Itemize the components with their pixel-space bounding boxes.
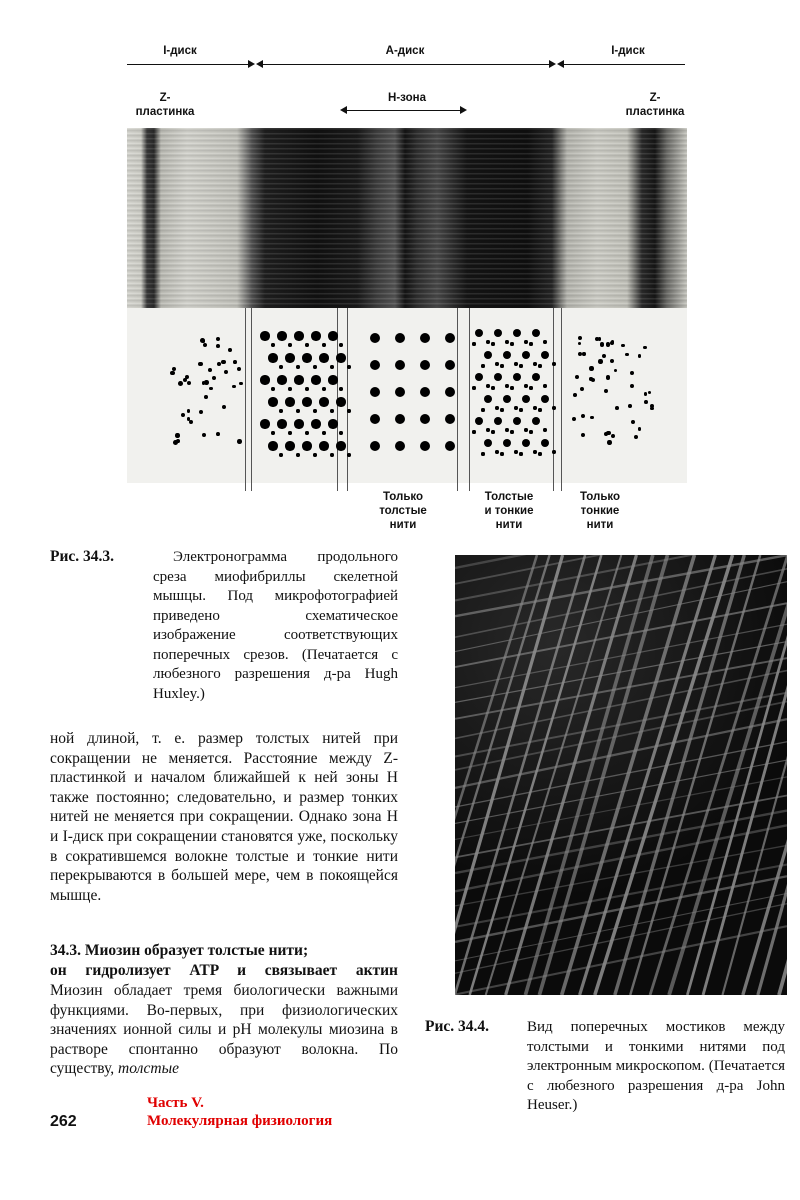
thin-filament-dot [625,353,629,357]
thin-filament-dot [228,348,232,352]
thin-filament-dot [181,413,185,417]
thick-filament-dot [532,417,541,426]
thin-filament-dot [185,375,189,379]
cross-bridge-line [455,893,787,960]
thin-filament-dot [495,362,498,365]
thin-filament-dot [224,370,228,374]
thin-filament-dot [322,387,325,390]
section-separator [457,308,458,491]
section-heading-line-2: он гидролизует ATP и связывает актин [50,962,398,979]
thick-filament-dot [302,397,311,406]
thin-filament-dot [581,414,585,418]
thick-filament-dot [522,351,531,360]
cross-bridge-line [455,825,787,891]
thin-filament-dot [204,395,208,399]
figure-number-34-4: Рис. 34.4. [425,1018,490,1035]
section-separator [251,308,252,491]
thin-filament-dot [216,432,220,436]
thin-filament-dot [330,453,333,456]
thin-filament-dot [339,343,342,346]
thick-filament-dot [475,373,484,382]
thin-filament-dot [216,344,220,348]
thick-filament-dot [328,375,337,384]
thin-filament-dot [606,342,611,347]
thick-filament-dot [484,351,493,360]
thin-filament-dot [322,343,325,346]
thin-filament-dot [189,420,194,425]
thin-filament-dot [578,352,582,356]
thick-filament-dot [294,375,303,384]
thick-filament-dot [319,353,328,362]
thin-filament-dot [604,432,608,436]
thin-filament-dot [638,354,642,358]
thin-filament-dot [578,336,582,340]
thin-filament-dot [519,408,522,411]
thick-filament-dot [420,333,431,344]
cross-bridge-line [455,777,787,840]
thick-filament-dot [370,414,381,425]
figure-number-34-3: Рис. 34.3. [50,548,115,565]
thin-filament-dot [529,342,532,345]
thick-filament-dot [319,441,328,450]
thin-filament-dot [347,409,350,412]
thick-filament-dot [285,441,294,450]
thick-filament-dot [319,397,328,406]
thick-filament-dot [522,395,531,404]
thin-filament-dot [208,368,212,372]
thin-filament-dot [510,342,513,345]
thick-filament-dot [294,331,303,340]
thin-filament-dot [524,384,527,387]
section-separator [245,308,246,491]
thin-filament-dot [233,360,237,364]
thin-filament-dot [581,433,585,437]
thin-filament-dot [524,428,527,431]
thick-filament-dot [532,373,541,382]
filament-line [650,555,787,995]
thin-filament-dot [313,453,316,456]
footer-part-title: Молекулярная физиология [147,1113,333,1129]
thin-filament-dot [610,359,614,363]
thin-filament-dot [533,406,536,409]
thick-filament-dot [503,395,512,404]
electron-micrograph [127,128,687,308]
thin-filament-dot [495,406,498,409]
thin-filament-dot [533,362,536,365]
thin-filament-dot [472,430,475,433]
thin-filament-dot [237,439,242,444]
thin-filament-dot [611,434,615,438]
thick-filament-dot [475,417,484,426]
thick-filament-dot [395,414,406,425]
thick-filament-dot [445,387,456,398]
caption-thick-only: Только толстые нити [379,491,427,531]
thick-filament-dot [277,331,286,340]
thin-filament-dot [510,430,513,433]
thick-filament-dot [395,360,406,371]
thick-filament-dot [311,331,320,340]
cross-bridge-line [455,876,787,942]
footer-part: Часть V. [147,1095,204,1111]
thin-filament-dot [552,450,555,453]
thick-filament-dot [302,353,311,362]
thick-filament-dot [513,417,522,426]
thin-filament-dot [500,408,503,411]
label-z-plate-right: Z- пластинка [625,92,685,118]
thin-filament-dot [572,417,576,421]
thin-filament-dot [296,453,299,456]
thin-filament-dot [615,406,619,410]
thin-filament-dot [232,385,236,389]
thin-filament-dot [533,450,536,453]
thin-filament-dot [543,340,546,343]
thin-filament-dot [524,340,527,343]
thin-filament-dot [198,362,203,367]
thick-filament-dot [513,329,522,338]
thin-filament-dot [472,342,475,345]
thick-filament-dot [395,441,406,452]
label-i-disk-right: I-диск [611,45,645,57]
thick-filament-dot [420,414,431,425]
cross-bridge-line [455,569,787,637]
thin-filament-dot [199,410,203,414]
thin-filament-dot [575,375,579,379]
thick-filament-dot [420,441,431,452]
thin-filament-dot [296,365,299,368]
thin-filament-dot [339,387,342,390]
thin-filament-dot [288,387,291,390]
thin-filament-dot [552,406,555,409]
thin-filament-dot [222,405,226,409]
thick-filament-dot [541,395,550,404]
thick-filament-dot [494,329,503,338]
thin-filament-dot [606,375,610,379]
thick-filament-dot [268,397,277,406]
thick-filament-dot [494,417,503,426]
label-h-zone: H-зона [388,92,426,104]
figure-caption-34-3: Электронограмма продольного среза миофибриллы скелетной мышцы. Под микрофотографией приведено схематическое изображение соответствующих поперечных срезов. (Печатается с любезного разрешения д-ра Hugh Huxley.) [153,549,398,702]
thick-filament-dot [494,373,503,382]
thick-filament-dot [336,397,345,406]
thin-filament-dot [604,389,608,393]
thin-filament-dot [514,450,517,453]
thin-filament-dot [614,369,617,372]
thick-filament-dot [328,419,337,428]
thin-filament-dot [543,428,546,431]
body-paragraph-2-italic: толстые [118,1060,179,1078]
thin-filament-dot [644,400,648,404]
thin-filament-dot [529,386,532,389]
thick-filament-dot [475,329,484,338]
thick-filament-dot [336,353,345,362]
thick-filament-dot [484,395,493,404]
thick-filament-dot [445,414,456,425]
thin-filament-dot [279,453,282,456]
thin-filament-dot [313,409,316,412]
thin-filament-dot [279,365,282,368]
thick-filament-dot [268,441,277,450]
thin-filament-dot [472,386,475,389]
thin-filament-dot [543,384,546,387]
thin-filament-dot [305,343,308,346]
thin-filament-dot [486,428,489,431]
thin-filament-dot [529,430,532,433]
thin-filament-dot [279,409,282,412]
thin-filament-dot [288,343,291,346]
thick-filament-dot [260,331,269,340]
filament-mesh-pattern [455,555,787,995]
thick-filament-dot [503,439,512,448]
cross-section-schematic [127,308,687,483]
thin-filament-dot [500,364,503,367]
thin-filament-dot [305,387,308,390]
thin-filament-dot [491,342,494,345]
thin-filament-dot [176,439,180,443]
thin-filament-dot [638,427,642,431]
thin-filament-dot [598,337,601,340]
thick-filament-dot [532,329,541,338]
thin-filament-dot [271,387,274,390]
thin-filament-dot [347,365,350,368]
thin-filament-dot [505,384,508,387]
thick-filament-dot [336,441,345,450]
thin-filament-dot [204,380,209,385]
thin-filament-dot [505,340,508,343]
thin-filament-dot [491,430,494,433]
thin-filament-dot [339,431,342,434]
thin-filament-dot [630,371,635,376]
thick-filament-dot [370,360,381,371]
thin-filament-dot [296,409,299,412]
thin-filament-dot [216,337,220,341]
section-separator [469,308,470,491]
thin-filament-dot [514,406,517,409]
thin-filament-dot [175,433,179,437]
cross-bridge-line [455,582,787,652]
thin-filament-dot [519,452,522,455]
thick-filament-dot [445,441,456,452]
label-z-plate-left: Z- пластинка [135,92,195,118]
thick-filament-dot [277,375,286,384]
thin-filament-dot [610,341,614,345]
thin-filament-dot [634,435,638,439]
body-paragraph-2-text: Миозин обладает тремя биологически важными функциями. Во-первых, при физиологических значениях ионной силы и pH молекулы миозина в растворе спонтанно образуют волокна. По существу, [50,982,398,1078]
thin-filament-dot [209,387,213,391]
thick-filament-dot [395,387,406,398]
thick-filament-dot [503,351,512,360]
thin-filament-dot [271,343,274,346]
thin-filament-dot [600,342,604,346]
thin-filament-dot [178,381,183,386]
thin-filament-dot [510,386,513,389]
thin-filament-dot [602,354,606,358]
thin-filament-dot [202,433,206,437]
thin-filament-dot [239,382,243,386]
thin-filament-dot [621,344,625,348]
thin-filament-dot [500,452,503,455]
caption-thin-only: Только тонкие нити [579,491,621,531]
thin-filament-dot [598,359,602,363]
thick-filament-dot [268,353,277,362]
section-separator [561,308,562,491]
thin-filament-dot [481,452,484,455]
filament-line [455,555,563,995]
thin-filament-dot [486,340,489,343]
body-paragraph-2 [50,981,398,1079]
thin-filament-dot [573,393,577,397]
thin-filament-dot [491,386,494,389]
thick-filament-dot [445,333,456,344]
thin-filament-dot [631,420,635,424]
thick-filament-dot [311,375,320,384]
thin-filament-dot [519,364,522,367]
thin-filament-dot [237,367,241,371]
thick-filament-dot [445,360,456,371]
page-number: 262 [50,1113,77,1130]
thin-filament-dot [170,371,174,375]
thin-filament-dot [486,384,489,387]
thick-filament-dot [260,419,269,428]
thin-filament-dot [514,362,517,365]
thick-filament-dot [420,360,431,371]
thin-filament-dot [644,392,648,396]
thick-filament-dot [522,439,531,448]
thick-filament-dot [541,351,550,360]
thick-filament-dot [302,441,311,450]
section-separator [347,308,348,491]
thin-filament-dot [347,453,350,456]
thick-filament-dot [260,375,269,384]
thin-filament-dot [538,452,541,455]
thin-filament-dot [580,387,584,391]
thin-filament-dot [589,366,593,370]
thin-filament-dot [552,362,555,365]
thin-filament-dot [589,377,592,380]
cross-bridges-micrograph [455,555,787,995]
thick-filament-dot [395,333,406,344]
thin-filament-dot [313,365,316,368]
thin-filament-dot [607,440,611,444]
thin-filament-dot [330,365,333,368]
thick-filament-dot [285,397,294,406]
cross-bridge-line [455,642,787,703]
thin-filament-dot [203,343,208,348]
thick-filament-dot [370,387,381,398]
thin-filament-dot [538,408,541,411]
thin-filament-dot [630,384,634,388]
thick-filament-dot [513,373,522,382]
thin-filament-dot [187,409,191,413]
thin-filament-dot [495,450,498,453]
label-i-disk-left: I-диск [163,45,197,57]
thick-filament-dot [328,331,337,340]
thin-filament-dot [322,431,325,434]
thick-filament-dot [370,333,381,344]
thin-filament-dot [187,381,191,385]
thin-filament-dot [643,346,647,350]
thick-filament-dot [484,439,493,448]
thick-filament-dot [285,353,294,362]
thin-filament-dot [330,409,333,412]
thin-filament-dot [481,408,484,411]
thin-filament-dot [505,428,508,431]
thick-filament-dot [311,419,320,428]
label-a-disk: A-диск [385,45,425,57]
thick-filament-dot [294,419,303,428]
thick-filament-dot [541,439,550,448]
thin-filament-dot [578,342,582,346]
thick-filament-dot [420,387,431,398]
section-separator [553,308,554,491]
thin-filament-dot [648,391,651,394]
thin-filament-dot [288,431,291,434]
thin-filament-dot [221,360,226,365]
figure-caption-34-4: Вид поперечных мостиков между толстыми и тонкими нитями под электронным микроскопом. (Печатается с любезного разрешения д-ра John Heuser.) [527,1019,785,1113]
body-paragraph-1: ной длиной, т. е. размер толстых нитей при сокращении не меняется. Расстояние между Z-пластинкой и началом ближайшей к ней зоны H также постоянно; следовательно, и размер тонких нитей не меняется при сокращении. Однако зона H и I-диск при сокращении становятся уже, поскольку в сократившемся волокне толстые и тонкие нити перекрываются в большей мере, чем в покоящейся мышце. [50,730,398,904]
caption-thick-and-thin: Толстые и тонкие нити [484,491,534,531]
thin-filament-dot [650,407,654,411]
thin-filament-dot [590,416,594,420]
section-heading-line-1: 34.3. Миозин образует толстые нити; [50,942,309,959]
thin-filament-dot [212,376,217,381]
thin-filament-dot [481,364,484,367]
thin-filament-dot [538,364,541,367]
thin-filament-dot [305,431,308,434]
thin-filament-dot [628,404,632,408]
thin-filament-dot [271,431,274,434]
thick-filament-dot [277,419,286,428]
thin-filament-dot [582,352,585,355]
thick-filament-dot [370,441,381,452]
